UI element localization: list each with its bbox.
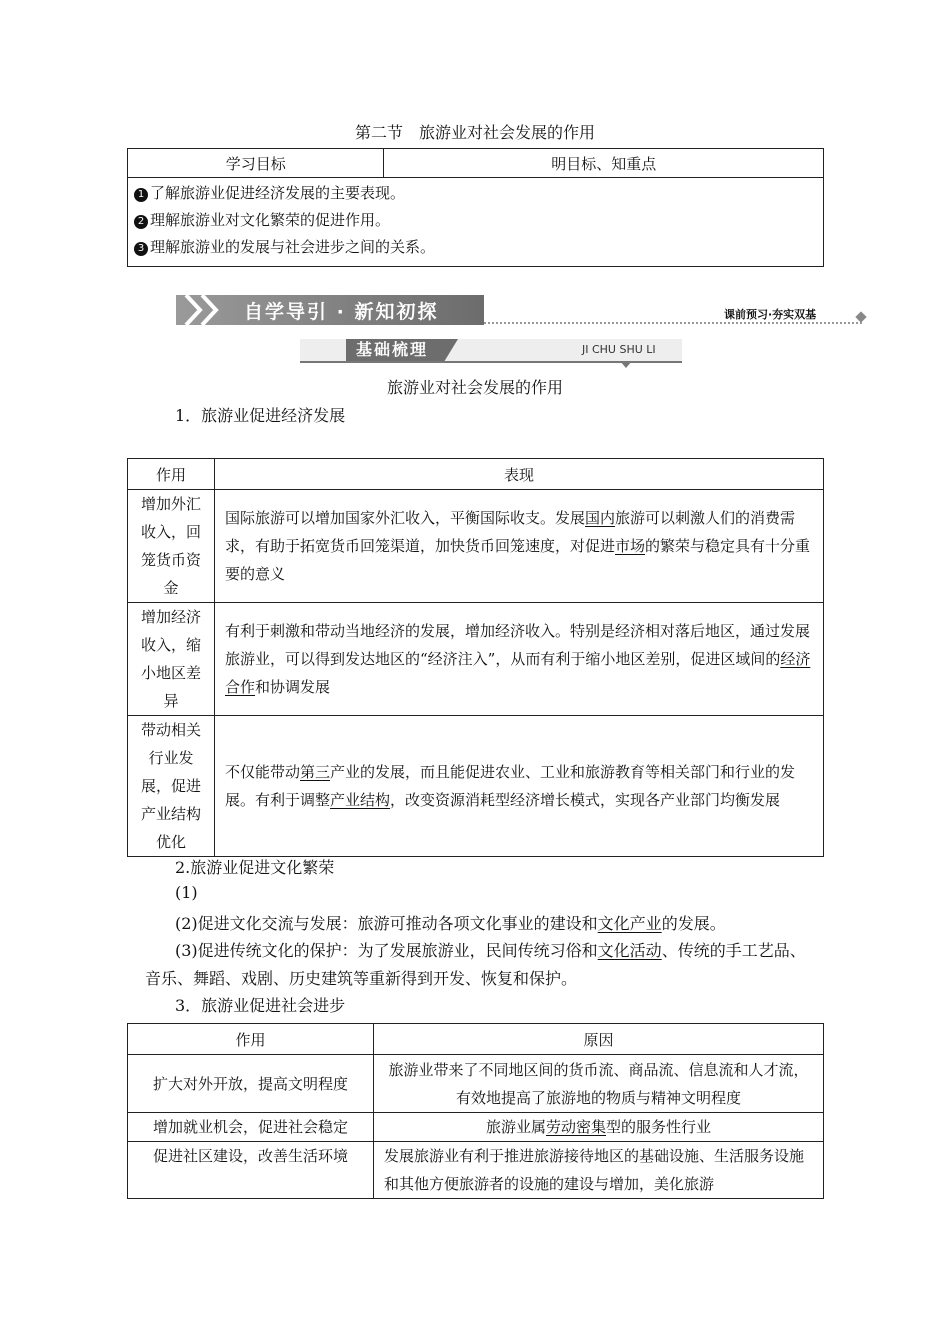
goal-text: 了解旅游业促进经济发展的主要表现。: [150, 184, 406, 202]
banner-title-right: 新知初探: [354, 301, 439, 323]
learning-goals-table: [127, 148, 824, 267]
table-row: [128, 1055, 824, 1113]
soc-reason: 旅游业带来了不同地区间的货币流、商品流、信息流和人才流，有效地提高了旅游地的物质与精神文明程度: [374, 1055, 824, 1113]
eco-desc: [215, 716, 824, 857]
text: 、传统的手工艺品、音乐、舞蹈、戏剧、历史建筑等重新得到开发、恢复和保护。: [145, 941, 806, 988]
goal-text: 理解旅游业的发展与社会进步之间的关系。: [150, 238, 436, 256]
sub-banner-title: 基础梳理: [356, 340, 429, 359]
eco-role: 增加经济收入，缩小地区差异: [128, 603, 215, 716]
text: 旅游业属: [485, 1118, 546, 1136]
text: 有利于刺激和带动当地经济的发展，增加经济收入。特别是经济相对落后地区，通过发展旅游业，可以得到发达地区的“经济注入”，从而有利于缩小地区差别，促进区域间的: [225, 622, 811, 668]
culture-item-2: [175, 911, 726, 934]
text: (3)促进传统文化的保护：为了发展旅游业，民间传统习俗和: [175, 941, 598, 960]
goal-item: [134, 234, 817, 261]
number-badge: 1: [134, 188, 148, 202]
soc-header-role: 作用: [128, 1024, 374, 1055]
banner-subtitle: 课前预习·夯实双基: [724, 308, 817, 321]
table-row: [128, 490, 824, 603]
society-table: [127, 1023, 824, 1199]
answer-blank: 文化产业: [597, 914, 662, 933]
eco-role: 带动相关行业发展，促进产业结构优化: [128, 716, 215, 857]
soc-role: 扩大对外开放，提高文明程度: [128, 1055, 374, 1113]
text: 的繁荣与稳定具有十分重要的意义: [225, 537, 811, 583]
goal-item: [134, 180, 817, 207]
chevron-arrows-icon: [180, 293, 236, 327]
section2-heading: 2.旅游业促进文化繁荣: [175, 858, 335, 877]
soc-header-reason: 原因: [374, 1024, 824, 1055]
table-row: [128, 1142, 824, 1199]
answer-blank: 劳动密集: [545, 1118, 606, 1136]
banner-title: [244, 297, 439, 324]
text: 的发展。: [661, 914, 726, 933]
text: 不仅能带动: [225, 763, 301, 781]
main-heading: 旅游业对社会发展的作用: [386, 378, 563, 397]
number-badge: 3: [134, 242, 148, 256]
section1-heading: 1．旅游业促进经济发展: [175, 406, 346, 425]
answer-blank: 经济合作: [225, 650, 811, 696]
soc-reason: [374, 1113, 824, 1142]
triangle-down-icon: [620, 361, 632, 368]
soc-role: 促进社区建设，改善生活环境: [128, 1142, 374, 1199]
text: 型的服务性行业: [606, 1118, 712, 1136]
answer-blank: 国内: [585, 509, 616, 527]
sub-banner-english: JI CHU SHU LI: [582, 343, 656, 356]
text: 旅游可以刺激人们的消费需求，有助于拓宽货币回笼渠道，加快货币回笼速度，对促进: [225, 509, 796, 555]
culture-item-1: (1): [175, 883, 198, 902]
section3-heading: 3．旅游业促进社会进步: [175, 996, 346, 1015]
number-badge: 2: [134, 215, 148, 229]
answer-blank: 第三: [300, 763, 331, 781]
banner-title-left: 自学导引: [244, 301, 329, 323]
eco-role: 增加外汇收入，回笼货币资金: [128, 490, 215, 603]
culture-item-3: [145, 937, 815, 993]
banner-divider: [484, 322, 862, 324]
soc-reason: 发展旅游业有利于推进旅游接待地区的基础设施、生活服务设施和其他方便旅游者的设施的建设与增加，美化旅游: [374, 1142, 824, 1199]
eco-desc: [215, 603, 824, 716]
goal-item: [134, 207, 817, 234]
section-title: 第二节 旅游业对社会发展的作用: [354, 123, 595, 142]
eco-header-desc: 表现: [215, 459, 824, 490]
text: 和协调发展: [255, 678, 331, 696]
answer-blank: 市场: [615, 537, 646, 555]
eco-header-role: 作用: [128, 459, 215, 490]
goal-header-right: 明目标、知重点: [384, 149, 824, 178]
economy-table: [127, 458, 824, 857]
text: ，改变资源消耗型经济增长模式，实现各产业部门均衡发展: [390, 791, 781, 809]
goal-list: [128, 178, 824, 267]
answer-blank: 产业结构: [330, 791, 391, 809]
goal-text: 理解旅游业对文化繁荣的促进作用。: [150, 211, 391, 229]
goal-header-left: 学习目标: [128, 149, 384, 178]
text: 国际旅游可以增加国家外汇收入，平衡国际收支。发展: [225, 509, 586, 527]
soc-role: 增加就业机会，促进社会稳定: [128, 1113, 374, 1142]
text: (2)促进文化交流与发展：旅游可推动各项文化事业的建设和: [175, 914, 598, 933]
diamond-icon: [855, 311, 866, 322]
banner-dot: ·: [336, 301, 346, 323]
eco-desc: [215, 490, 824, 603]
table-row: [128, 716, 824, 857]
table-row: [128, 603, 824, 716]
table-row: [128, 1113, 824, 1142]
text: 产业的发展，而且能促进农业、工业和旅游教育等相关部门和行业的发展。有利于调整: [225, 763, 796, 809]
answer-blank: 文化活动: [597, 941, 662, 960]
